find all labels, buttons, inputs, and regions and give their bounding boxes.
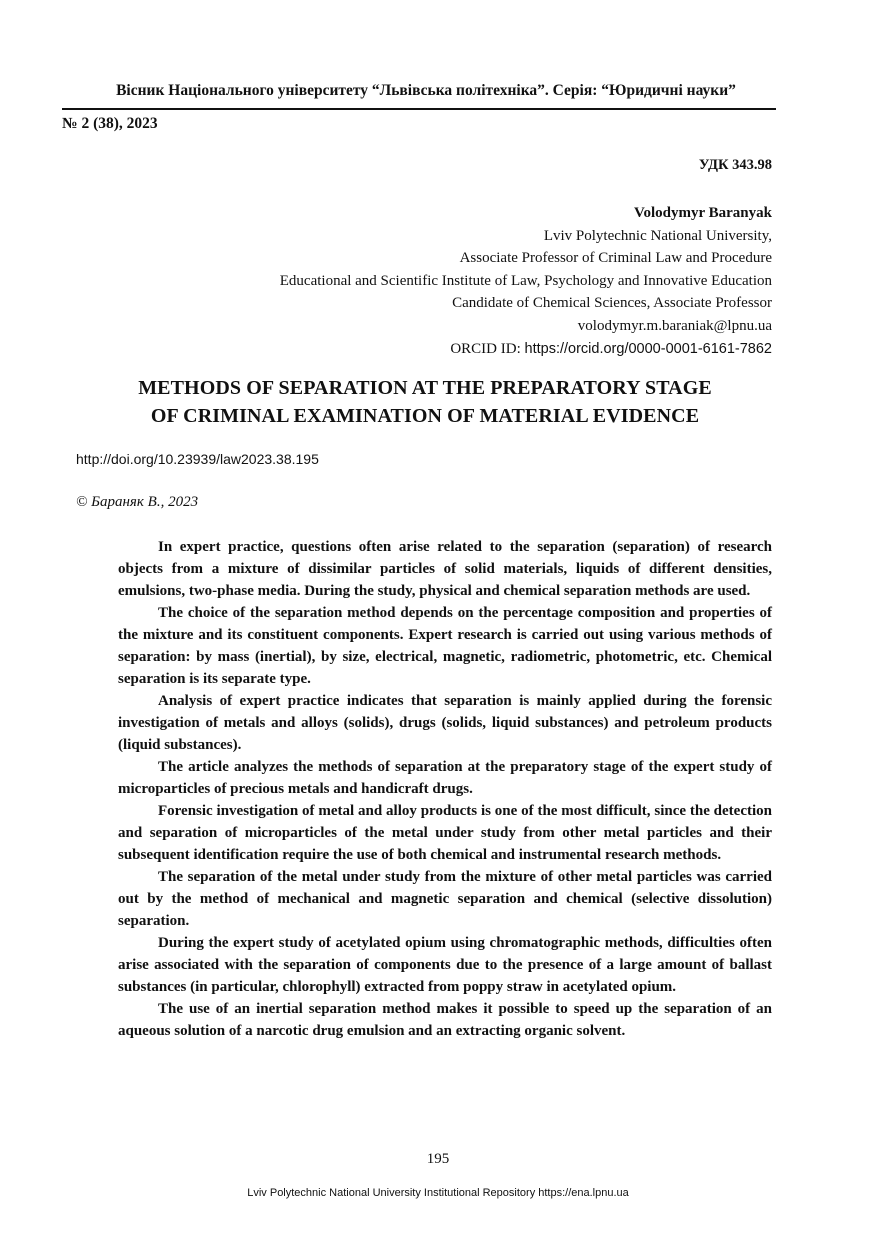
orcid-link[interactable]: https://orcid.org/0000-0001-6161-7862 [524,340,772,357]
abstract-paragraph: In expert practice, questions often arise related to the separation (separation) of research objects from a mixture of dissimilar particles of solid materials, liquids of different densities, emulsions, two-phase media. During the study, physical and chemical separation methods are used. [118,539,772,599]
abstract-paragraph: The separation of the metal under study from the mixture of other metal particles was carried out by the method of mechanical and magnetic separation and chemical (selective dissolution) separation. [118,869,772,929]
author-name: Volodymyr Baranyak [634,205,772,221]
page-number: 195 [426,1151,450,1167]
doi-link[interactable]: http://doi.org/10.23939/law2023.38.195 [76,451,319,467]
orcid-label: ORCID ID: [450,340,525,357]
abstract-paragraph: The choice of the separation method depends on the percentage composition and properties of the mixture and its constituent components. Expert research is carried out using various methods of separation: by mass (inertial), by size, electrical, magnetic, radiometric, photometric, etc. Chemical separation is its separate type. [118,605,772,687]
journal-title: Вісник Національного університету “Львівська політехніка”. Серія: “Юридичні науки” [116,82,736,99]
issue-number: № 2 (38), 2023 [62,115,158,132]
author-institute: Educational and Scientific Institute of Law, Psychology and Innovative Education [279,272,772,289]
author-orcid [280,338,772,361]
udc-code: УДК 343.98 [698,157,772,173]
author-position: Associate Professor of Criminal Law and Procedure [459,250,772,267]
abstract-paragraph: The use of an inertial separation method makes it possible to speed up the separation of an aqueous solution of a narcotic drug emulsion and an extracting organic solvent. [118,1001,772,1039]
article-title-line-1: METHODS OF SEPARATION AT THE PREPARATORY STAGE [138,377,712,399]
header-rule [62,108,776,110]
abstract-paragraph: The article analyzes the methods of separation at the preparatory stage of the expert study of microparticles of precious metals and handicraft drugs. [118,759,772,797]
article-title [60,374,790,430]
abstract-paragraph: Analysis of expert practice indicates that separation is mainly applied during the forensic investigation of metals and alloys (solids), drugs (solids, liquid substances) and petroleum products (liquid substances). [118,693,772,753]
author-affiliation: Lviv Polytechnic National University, [543,227,772,244]
repository-footer: Lviv Polytechnic National University Institutional Repository https://ena.lpnu.ua [247,1187,629,1199]
author-degree: Candidate of Chemical Sciences, Associate Professor [452,295,772,312]
author-block [280,202,772,360]
abstract-paragraph: Forensic investigation of metal and alloy products is one of the most difficult, since the detection and separation of microparticles of the metal under study from other metal particles and their subsequent identification require the use of both chemical and instrumental research methods. [118,803,772,863]
article-title-line-2: OF CRIMINAL EXAMINATION OF MATERIAL EVIDENCE [150,405,700,427]
abstract [118,536,772,1042]
abstract-paragraph: During the expert study of acetylated opium using chromatographic methods, difficulties often arise associated with the separation of components due to the presence of a large amount of ballast substances (in particular, chlorophyll) extracted from poppy straw in acetylated opium. [118,935,772,995]
copyright: © Бараняк В., 2023 [76,494,199,510]
author-email[interactable]: volodymyr.m.baraniak@lpnu.ua [577,317,772,334]
